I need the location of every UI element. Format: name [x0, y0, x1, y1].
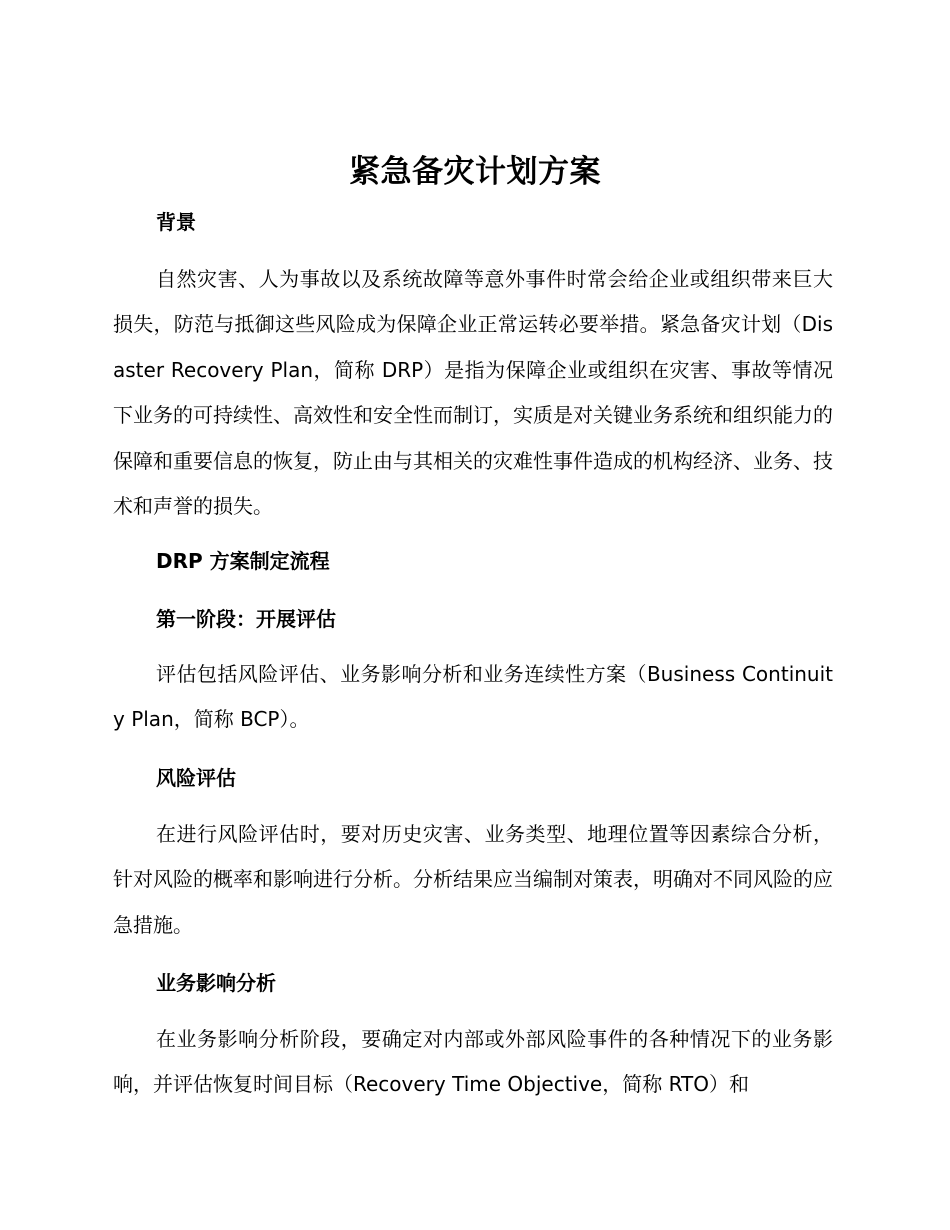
section-heading-risk-assessment: 风险评估 — [156, 766, 236, 790]
paragraph-risk-assessment: 在进行风险评估时，要对历史灾害、业务类型、地理位置等因素综合分析，针对风险的概率和影响进行分析。分析结果应当编制对策表，明确对不同风险的应急措施。 — [113, 822, 833, 937]
document-title: 紧急备灾计划方案 — [349, 154, 601, 190]
section-heading-drp-process: DRP 方案制定流程 — [156, 549, 330, 573]
paragraph-background: 自然灾害、人为事故以及系统故障等意外事件时常会给企业或组织带来巨大损失，防范与抵御这些风险成为保障企业正常运转必要举措。紧急备灾计划（Disaster Recovery Plan，简称 DRP）是指为保障企业或组织在灾害、事故等情况下业务的可持续性、高效性和安全性而制订，实质是对关键业务系统和组织能力的保障和重要信息的恢复，防止由与其相关的灾难性事件造成的机构经济、业务、技术和声誉的损失。 — [113, 267, 833, 519]
section-heading-phase1: 第一阶段：开展评估 — [156, 607, 336, 631]
paragraph-phase1: 评估包括风险评估、业务影响分析和业务连续性方案（Business Continuity Plan，简称 BCP）。 — [113, 662, 833, 732]
paragraph-business-impact: 在业务影响分析阶段，要确定对内部或外部风险事件的各种情况下的业务影响，并评估恢复时间目标（Recovery Time Objective，简称 RTO）和 — [113, 1027, 833, 1097]
section-heading-background: 背景 — [156, 210, 196, 234]
section-heading-business-impact: 业务影响分析 — [156, 971, 276, 995]
